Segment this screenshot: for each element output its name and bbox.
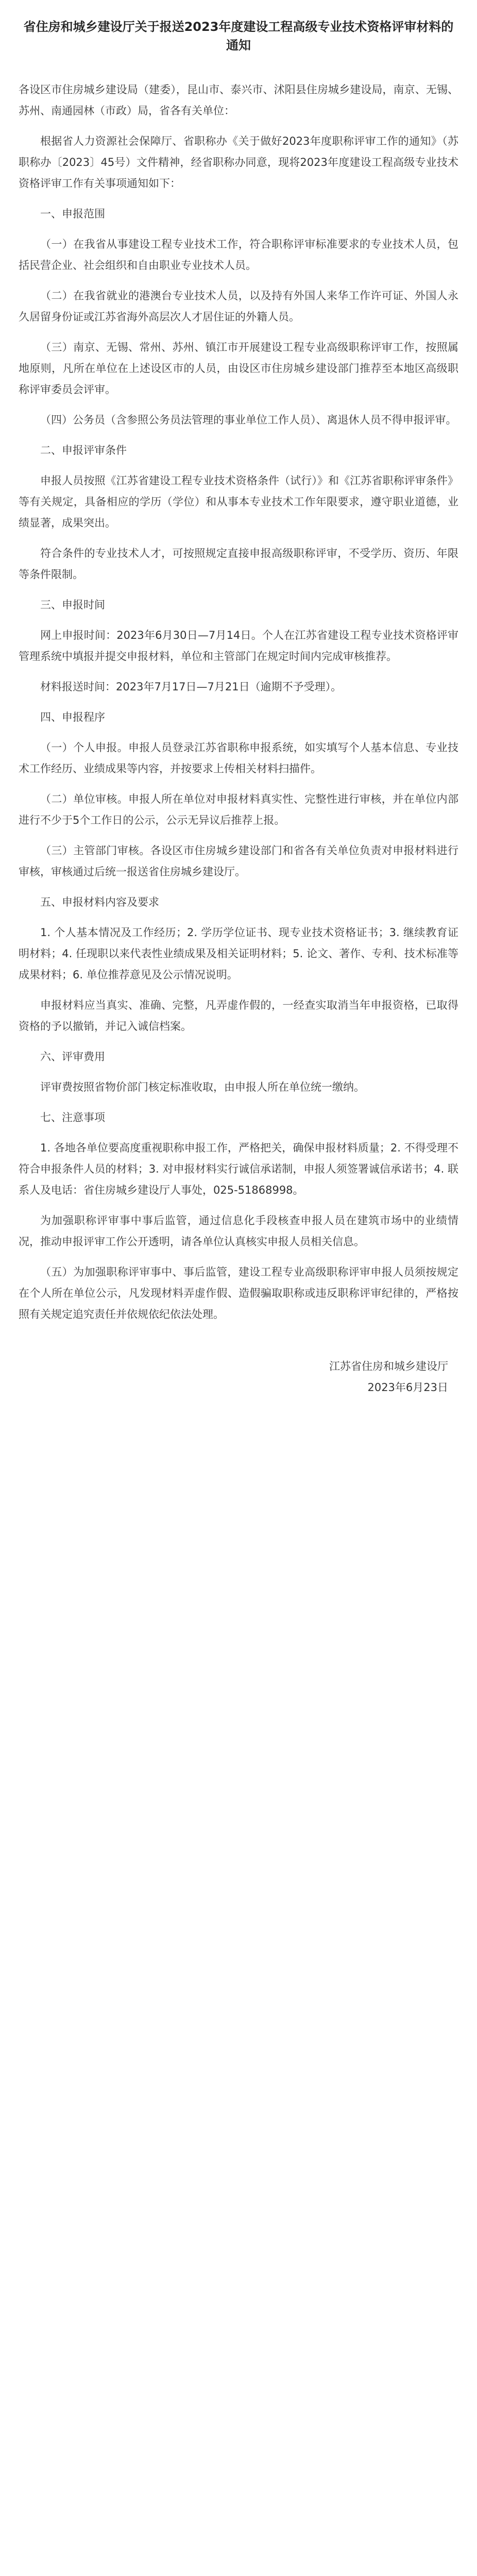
notice-title: 省住房和城乡建设厅关于报送2023年度建设工程高级专业技术资格评审材料的通知 xyxy=(23,20,454,53)
paragraph: （一）在我省从事建设工程专业技术工作，符合职称评审标准要求的专业技术人员，包括民营企业、社会组织和自由职业专业技术人员。 xyxy=(19,238,458,272)
paragraph: 申报人员按照《江苏省建设工程专业技术资格条件（试行）》和《江苏省职称评审条件》等有关规定，具备相应的学历（学位）和从事本专业技术工作年限要求，遵守职业道德，业绩显著，成果突出。 xyxy=(19,474,458,529)
paragraph: 符合条件的专业技术人才，可按照规定直接申报高级职称评审，不受学历、资历、年限等条件限制。 xyxy=(19,547,458,581)
notice-body xyxy=(19,79,458,1325)
paragraph: 根据省人力资源社会保障厅、省职称办《关于做好2023年度职称评审工作的通知》（苏职称办〔2023〕45号）文件精神，经省职称办同意，现将2023年度建设工程高级专业技术资格评审工作有关事项通知如下： xyxy=(19,135,458,190)
issue-date: 2023年6月23日 xyxy=(367,1381,448,1394)
paragraph: 1. 各地各单位要高度重视职称申报工作，严格把关，确保申报材料质量；2. 不得受理不符合申报条件人员的材料；3. 对申报材料实行诚信承诺制，申报人须签署诚信承诺书；4. 联系人及电话：省住房城乡建设厅人事处，025-51868998。 xyxy=(19,1142,458,1196)
section-heading: 六、评审费用 xyxy=(40,1050,105,1063)
paragraph: （四）公务员（含参照公务员法管理的事业单位工作人员）、离退休人员不得申报评审。 xyxy=(40,414,457,426)
paragraph: 1. 个人基本情况及工作经历；2. 学历学位证书、现专业技术资格证书；3. 继续教育证明材料；4. 任现职以来代表性业绩成果及相关证明材料；5. 论文、著作、专利、技术标准等成果材料；6. 单位推荐意见及公示情况说明。 xyxy=(19,926,458,981)
issuer-signature: 江苏省住房和城乡建设厅 xyxy=(329,1360,448,1372)
paragraph: （二）在我省就业的港澳台专业技术人员，以及持有外国人来华工作许可证、外国人永久居留身份证或江苏省海外高层次人才居住证的外籍人员。 xyxy=(19,290,458,323)
paragraph: 申报材料应当真实、准确、完整，凡弄虚作假的，一经查实取消当年申报资格，已取得资格的予以撤销，并记入诚信档案。 xyxy=(19,999,458,1032)
paragraph: 为加强职称评审事中事后监管，通过信息化手段核查申报人员在建筑市场中的业绩情况，推动申报评审工作公开透明，请各单位认真核实申报人员相关信息。 xyxy=(19,1214,458,1248)
section-heading: 七、注意事项 xyxy=(40,1111,105,1124)
paragraph: （三）南京、无锡、常州、苏州、镇江市开展建设工程专业高级职称评审工作，按照属地原则，凡所在单位在上述设区市的人员，由设区市住房城乡建设部门推荐至本地区高级职称评审委员会评审。 xyxy=(19,341,458,396)
section-heading: 五、申报材料内容及要求 xyxy=(40,896,159,908)
paragraph: （五）为加强职称评审事中、事后监管，建设工程专业高级职称评审申报人员须按规定在个人所在单位公示，凡发现材料弄虚作假、造假骗取职称或违反职称评审纪律的，严格按照有关规定追究责任并依规依纪依法处理。 xyxy=(19,1266,458,1320)
paragraph: 评审费按照省物价部门核定标准收取，由申报人所在单位统一缴纳。 xyxy=(40,1081,365,1093)
paragraph: 网上申报时间：2023年6月30日—7月14日。个人在江苏省建设工程专业技术资格评审管理系统中填报并提交申报材料，单位和主管部门在规定时间内完成审核推荐。 xyxy=(19,629,458,663)
paragraph: （二）单位审核。申报人所在单位对申报材料真实性、完整性进行审核，并在单位内部进行不少于5个工作日的公示，公示无异议后推荐上报。 xyxy=(19,793,458,826)
paragraph: 材料报送时间：2023年7月17日—7月21日（逾期不予受理）。 xyxy=(40,681,342,693)
section-heading: 三、申报时间 xyxy=(40,599,105,611)
section-heading: 一、申报范围 xyxy=(40,208,105,220)
paragraph: （一）个人申报。申报人员登录江苏省职称申报系统，如实填写个人基本信息、专业技术工作经历、业绩成果等内容，并按要求上传相关材料扫描件。 xyxy=(19,741,458,775)
section-heading: 四、申报程序 xyxy=(40,711,105,723)
paragraph: 各设区市住房城乡建设局（建委），昆山市、泰兴市、沭阳县住房城乡建设局，南京、无锡、苏州、南通园林（市政）局，省各有关单位： xyxy=(19,83,458,117)
section-heading: 二、申报评审条件 xyxy=(40,444,127,456)
paragraph: （三）主管部门审核。各设区市住房城乡建设部门和省各有关单位负责对申报材料进行审核，审核通过后统一报送省住房城乡建设厅。 xyxy=(19,844,458,878)
